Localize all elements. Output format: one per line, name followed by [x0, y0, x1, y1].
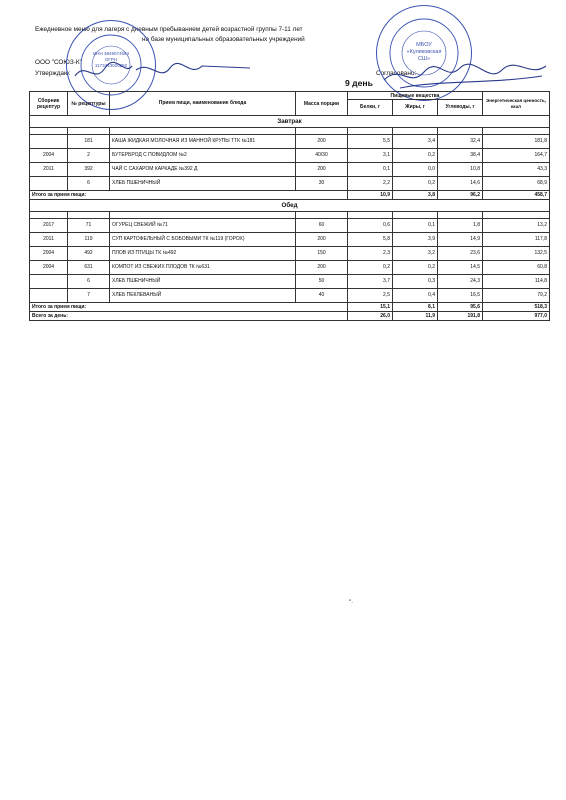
total-protein: 15,1 — [348, 303, 393, 312]
cell-energy: 79,2 — [483, 289, 550, 303]
table-row — [30, 177, 550, 191]
breakfast-total-row — [30, 191, 550, 200]
stamp-ogrn: ОГРН 1173443020292 — [94, 57, 128, 68]
col-recipe-no: № рецептуры — [68, 92, 110, 116]
table-row — [30, 275, 550, 289]
cell-protein: 3,7 — [348, 275, 393, 289]
cell-carbs: 10,8 — [438, 163, 483, 177]
cell-mass: 200 — [296, 233, 348, 247]
cell-protein: 0,6 — [348, 219, 393, 233]
cell-fat: 0,3 — [393, 275, 438, 289]
cell-energy: 68,9 — [483, 177, 550, 191]
cell-protein: 0,2 — [348, 261, 393, 275]
cell-energy: 114,8 — [483, 275, 550, 289]
cell-energy: 164,7 — [483, 149, 550, 163]
cell-fat: 3,2 — [393, 247, 438, 261]
cell-energy: 43,3 — [483, 163, 550, 177]
cell-recipe: 7 — [68, 289, 110, 303]
cell-carbs: 1,8 — [438, 219, 483, 233]
cell-collection: 2011 — [30, 163, 68, 177]
cell-dish-name: КОМПОТ ИЗ СВЕЖИХ ПЛОДОВ ТК №631 — [110, 261, 296, 275]
grand-total-fat: 11,9 — [393, 312, 438, 321]
cell-fat: 0,4 — [393, 289, 438, 303]
grand-total-energy: 977,0 — [483, 312, 550, 321]
table-row — [30, 261, 550, 275]
section-lunch-title: Обед — [30, 200, 550, 212]
cell-collection: 2004 — [30, 247, 68, 261]
stamp-school-name: МБОУ «Куликовская СШ» — [406, 42, 442, 62]
cell-collection: 2011 — [30, 233, 68, 247]
total-carbs: 95,6 — [438, 303, 483, 312]
table-row — [30, 135, 550, 149]
total-label: Итого за прием пищи: — [30, 303, 348, 312]
cell-protein: 3,1 — [348, 149, 393, 163]
cell-collection — [30, 289, 68, 303]
grand-total-protein: 26,0 — [348, 312, 393, 321]
cell-carbs: 32,4 — [438, 135, 483, 149]
col-protein: Белки, г — [348, 100, 393, 116]
cell-fat: 3,9 — [393, 233, 438, 247]
director-signature — [70, 56, 270, 86]
cell-recipe: 6 — [68, 275, 110, 289]
cell-recipe: 71 — [68, 219, 110, 233]
table-row — [30, 219, 550, 233]
col-fat: Жиры, г — [393, 100, 438, 116]
total-fat: 8,1 — [393, 303, 438, 312]
cell-recipe: 392 — [68, 163, 110, 177]
cell-recipe: 6 — [68, 177, 110, 191]
cell-recipe: 181 — [68, 135, 110, 149]
cell-dish-name: СУП КАРТОФЕЛЬНЫЙ С БОБОВЫМИ ТК №119 (ГОРОХ) — [110, 233, 296, 247]
total-label: Итого за прием пищи: — [30, 191, 348, 200]
total-fat: 3,8 — [393, 191, 438, 200]
table-row — [30, 247, 550, 261]
cell-fat: 0,0 — [393, 163, 438, 177]
cell-mass: 50 — [296, 275, 348, 289]
cell-dish-name: ОГУРЕЦ СВЕЖИЙ №71 — [110, 219, 296, 233]
cell-mass: 40 — [296, 289, 348, 303]
cell-mass: 40/30 — [296, 149, 348, 163]
cell-protein: 5,5 — [348, 135, 393, 149]
cell-fat: 3,4 — [393, 135, 438, 149]
cell-collection: 2004 — [30, 261, 68, 275]
table-row — [30, 233, 550, 247]
approved-label: Утверждаю: — [35, 70, 71, 77]
cell-dish-name: ХЛЕБ ПШЕНИЧНЫЙ — [110, 275, 296, 289]
cell-energy: 181,8 — [483, 135, 550, 149]
section-breakfast-title: Завтрак — [30, 116, 550, 128]
total-energy: 518,3 — [483, 303, 550, 312]
cell-recipe: 119 — [68, 233, 110, 247]
agreed-label: Согласовано: — [376, 70, 417, 77]
col-nutrients: Пищевые вещества — [348, 92, 483, 100]
cell-energy: 117,8 — [483, 233, 550, 247]
cell-mass: 150 — [296, 247, 348, 261]
cell-protein: 5,8 — [348, 233, 393, 247]
table-row — [30, 149, 550, 163]
spacer-row — [30, 128, 550, 135]
day-label: 9 день — [345, 78, 373, 88]
cell-energy: 60,8 — [483, 261, 550, 275]
cell-fat: 0,2 — [393, 149, 438, 163]
day-total-row — [30, 312, 550, 321]
cell-mass: 60 — [296, 219, 348, 233]
lunch-total-row — [30, 303, 550, 312]
col-carbs: Углеводы, г — [438, 100, 483, 116]
cell-carbs: 14,5 — [438, 261, 483, 275]
cell-fat: 0,2 — [393, 261, 438, 275]
cell-collection — [30, 177, 68, 191]
cell-dish-name: КАША ЖИДКАЯ МОЛОЧНАЯ ИЗ МАННОЙ КРУПЫ ТТК №181 — [110, 135, 296, 149]
cell-protein: 2,3 — [348, 247, 393, 261]
school-signature — [380, 58, 550, 92]
cell-carbs: 16,5 — [438, 289, 483, 303]
cell-collection: 2004 — [30, 149, 68, 163]
cell-fat: 0,2 — [393, 177, 438, 191]
cell-energy: 13,2 — [483, 219, 550, 233]
organization-name: ООО "СОЮЗ-К" — [35, 59, 82, 66]
total-protein: 10,9 — [348, 191, 393, 200]
cell-carbs: 38,4 — [438, 149, 483, 163]
cell-carbs: 23,6 — [438, 247, 483, 261]
total-carbs: 96,2 — [438, 191, 483, 200]
cell-collection — [30, 275, 68, 289]
cell-carbs: 24,3 — [438, 275, 483, 289]
col-collection: Сборник рецептур — [30, 92, 68, 116]
cell-protein: 0,1 — [348, 163, 393, 177]
cell-carbs: 14,6 — [438, 177, 483, 191]
cell-dish-name: ХЛЕБ ПШЕНИЧНЫЙ — [110, 177, 296, 191]
cell-dish-name: ПЛОВ ИЗ ПТИЦЫ ТК №492 — [110, 247, 296, 261]
cell-dish-name: БУТЕРБРОД С ПОВИДЛОМ №2 — [110, 149, 296, 163]
cell-protein: 2,5 — [348, 289, 393, 303]
stamp-inn: ИНН 3849074584 — [92, 51, 129, 56]
cell-recipe: 492 — [68, 247, 110, 261]
col-meal: Прием пищи, наименование блюда — [110, 92, 296, 116]
col-energy: Энергетическая ценность, ккал — [483, 92, 550, 116]
cell-fat: 0,1 — [393, 219, 438, 233]
spacer-row — [30, 212, 550, 219]
grand-total-carbs: 191,8 — [438, 312, 483, 321]
cell-dish-name: ЧАЙ С САХАРОМ КАРКАДЕ №392 Д — [110, 163, 296, 177]
col-mass: Масса порции — [296, 92, 348, 116]
cell-energy: 132,5 — [483, 247, 550, 261]
cell-recipe: 631 — [68, 261, 110, 275]
page-mark: "· — [349, 600, 354, 606]
cell-recipe: 2 — [68, 149, 110, 163]
menu-subtitle: на базе муниципальных образовательных учреждений — [142, 36, 305, 43]
menu-table — [29, 91, 550, 321]
cell-carbs: 14,9 — [438, 233, 483, 247]
grand-total-label: Всего за день: — [30, 312, 348, 321]
table-row — [30, 289, 550, 303]
cell-dish-name: ХЛЕБ ПЕКЛЕВАНЫЙ — [110, 289, 296, 303]
cell-mass: 30 — [296, 177, 348, 191]
cell-mass: 200 — [296, 261, 348, 275]
cell-collection — [30, 135, 68, 149]
cell-collection: 2017 — [30, 219, 68, 233]
cell-mass: 200 — [296, 163, 348, 177]
cell-mass: 200 — [296, 135, 348, 149]
cell-protein: 2,2 — [348, 177, 393, 191]
table-row — [30, 163, 550, 177]
total-energy: 458,7 — [483, 191, 550, 200]
menu-title: Ежедневное меню для лагеря с дневным пребыванием детей возрастной группы 7-11 лет — [35, 26, 303, 33]
